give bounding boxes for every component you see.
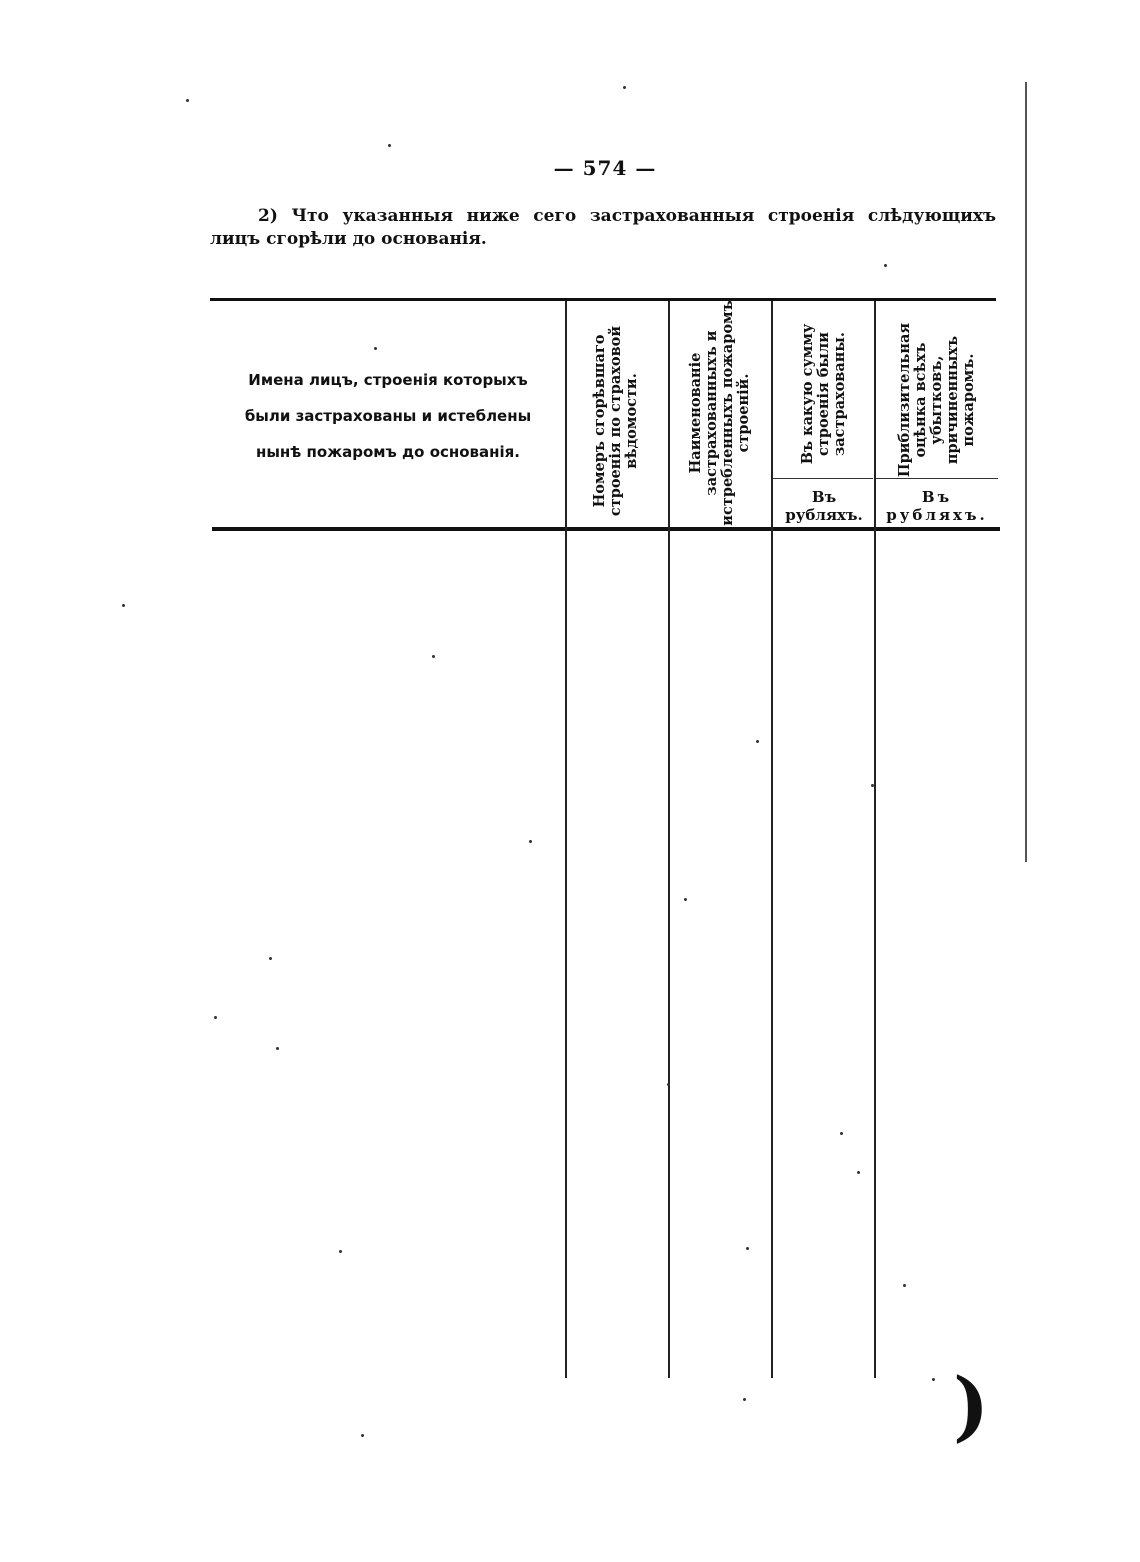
unit-label: Въ рубляхъ. <box>785 488 863 524</box>
ink-speck <box>388 144 391 147</box>
ink-speck <box>361 1434 364 1437</box>
page-edge-shadow <box>1025 82 1027 862</box>
ink-speck <box>529 840 532 843</box>
ink-speck <box>186 99 189 102</box>
ink-speck <box>932 1378 935 1381</box>
ink-speck <box>122 604 125 607</box>
column-divider <box>771 301 773 1378</box>
ink-speck <box>269 957 272 960</box>
intro-paragraph: 2) Что указанныя ниже сего застрахованныя строенія слѣдующихъ лицъ сгорѣли до основанія. <box>210 206 996 249</box>
ink-speck <box>276 1047 279 1050</box>
ink-speck <box>840 1132 843 1135</box>
ink-mark-brace: ) <box>953 1361 989 1450</box>
ink-speck <box>903 1284 906 1287</box>
column-header-number: Номеръ сгорѣвшаго строенія по страховой вѣдомости. <box>591 325 640 517</box>
table-top-rule <box>210 298 996 301</box>
column-divider <box>668 301 670 1378</box>
column-divider <box>565 301 567 1378</box>
column-divider <box>874 301 876 1378</box>
column-header-loss-estimate: Приблизительная оцѣнка всѣхъ убытковъ, причиненныхъ пожаромъ. <box>896 322 977 478</box>
ink-speck <box>871 784 874 787</box>
ink-speck <box>339 1250 342 1253</box>
ink-speck <box>743 1398 746 1401</box>
column-header-building-names: Наименованіе застрахованныхъ и истребленныхъ пожаромъ строеній. <box>687 300 752 526</box>
ink-speck <box>684 898 687 901</box>
unit-label: Въ рубляхъ. <box>886 488 988 524</box>
ink-speck <box>623 86 626 89</box>
ink-speck <box>884 264 887 267</box>
page-number: — 574 — <box>553 156 657 180</box>
ink-speck <box>667 1083 670 1086</box>
ink-speck <box>756 740 759 743</box>
unit-divider <box>773 478 873 479</box>
ink-speck <box>374 347 377 350</box>
ink-speck <box>432 655 435 658</box>
column-header-names: Имена лицъ, строенія которыхъ были застрахованы и истеблены нынѣ пожаромъ до основанія. <box>244 371 532 461</box>
ink-speck <box>214 1016 217 1019</box>
ink-speck <box>857 1171 860 1174</box>
ink-speck <box>746 1247 749 1250</box>
column-header-insured-sum: Въ какую сумму строенія были застрахованы. <box>799 323 848 465</box>
